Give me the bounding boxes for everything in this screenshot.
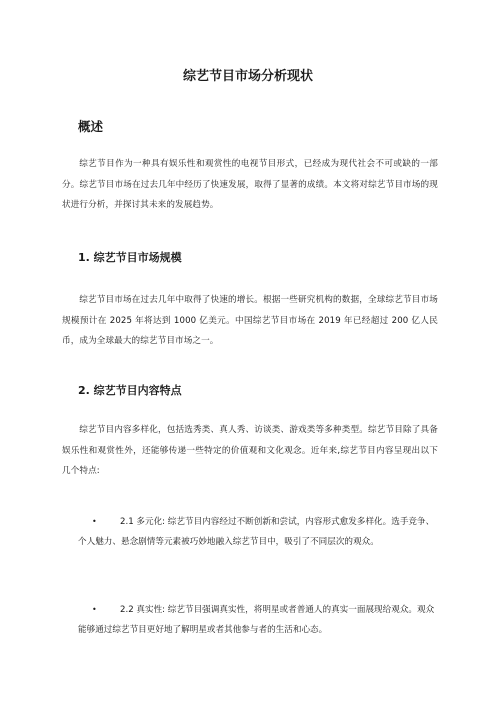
list-item-text: 2.2 真实性: 综艺节目强调真实性，将明星或者普通人的真实一面展现给观众。观众能够通过综艺节目更好地了解明星或者其他参与者的生活和心态。 [78, 605, 435, 635]
content-features-paragraph: 综艺节目内容多样化，包括选秀类、真人秀、访谈类、游戏类等多种类型。综艺节目除了具备娱乐性和观赏性外，还能够传递一些特定的价值观和文化观念。近年来,综艺节目内容呈现出以下几个特点: [62, 425, 438, 476]
market-size-paragraph: 综艺节目市场在过去几年中取得了快速的增长。根据一些研究机构的数据，全球综艺节目市场规模预计在 2025 年将达到 1000 亿美元。中国综艺节目市场在 2019 年已经超过 200 亿人民币，成为全球最大的综艺节目市场之一。 [62, 295, 438, 346]
bullet-icon: • [92, 605, 97, 614]
section-heading-overview: 概述 [78, 119, 104, 134]
list-item [78, 512, 438, 552]
bullet-icon: • [92, 517, 97, 526]
list-item-text: 2.1 多元化: 综艺节目内容经过不断创新和尝试，内容形式愈发多样化。选手竞争、个人魅力、悬念剧情等元素被巧妙地融入综艺节目中，吸引了不同层次的观众。 [78, 517, 435, 547]
section-heading-market-size: 1. 综艺节目市场规模 [78, 251, 182, 264]
list-item [78, 600, 438, 640]
section-heading-content-features: 2. 综艺节目内容特点 [78, 384, 182, 397]
overview-paragraph: 综艺节目作为一种具有娱乐性和观赏性的电视节目形式，已经成为现代社会不可或缺的一部分。综艺节目市场在过去几年中经历了快速发展，取得了显著的成绩。本文将对综艺节目市场的现状进行分析，并探讨其未来的发展趋势。 [62, 159, 438, 210]
document-title: 综艺节目市场分析现状 [182, 69, 313, 84]
